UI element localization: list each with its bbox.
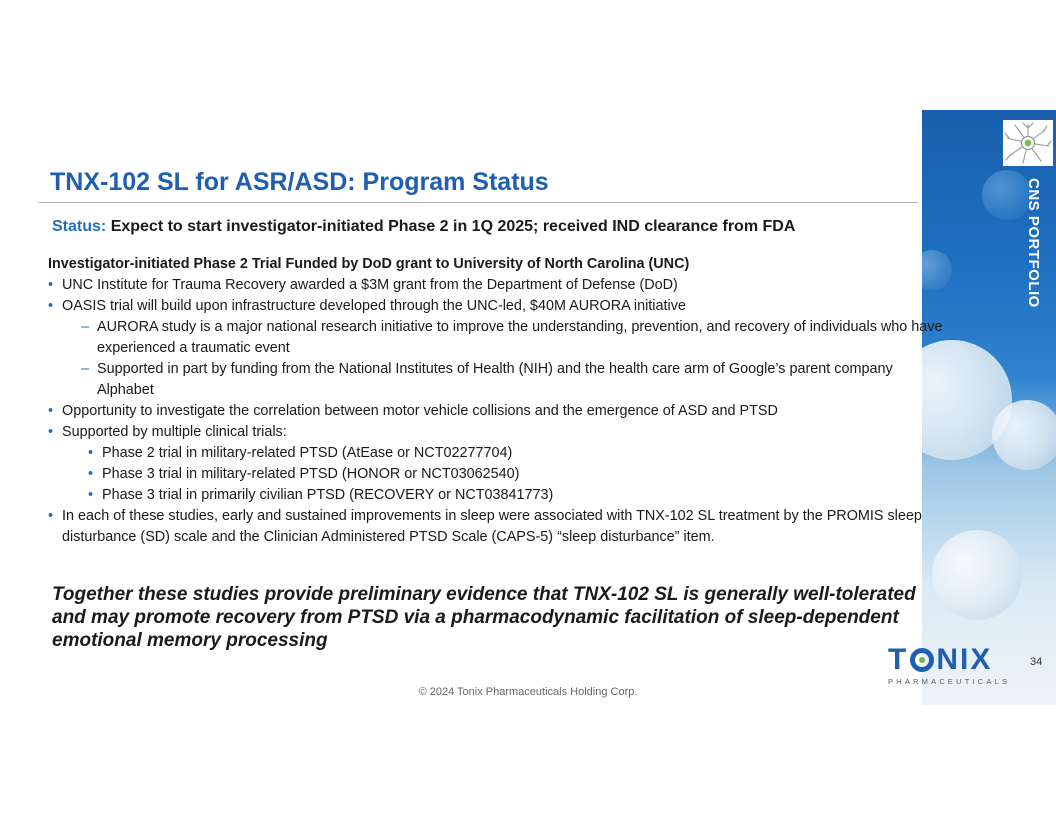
bullet-item <box>48 296 948 317</box>
slide-body <box>48 254 948 548</box>
bullet-text: Phase 3 trial in military-related PTSD (HONOR or NCT03062540) <box>102 466 520 482</box>
bullet-item <box>48 401 948 422</box>
bullet-item <box>48 422 948 443</box>
page-number: 34 <box>1030 656 1043 668</box>
bullet-text: Phase 3 trial in primarily civilian PTSD (RECOVERY or NCT03841773) <box>102 487 554 503</box>
bullet-text: Opportunity to investigate the correlation between motor vehicle collisions and the emergence of ASD and PTSD <box>62 403 778 419</box>
bullet-item <box>48 506 948 548</box>
slide-title: TNX-102 SL for ASR/ASD: Program Status <box>50 168 549 196</box>
bullet-text: UNC Institute for Trauma Recovery awarded a $3M grant from the Department of Defense (DoD) <box>62 277 678 293</box>
copyright-footer: © 2024 Tonix Pharmaceuticals Holding Corp. <box>418 686 638 698</box>
neuron-icon <box>1003 120 1053 166</box>
sub-bullet-item <box>48 464 948 485</box>
bullet-marker: • <box>48 298 54 314</box>
logo-letters: T <box>888 643 909 676</box>
bubble-decoration <box>992 400 1056 470</box>
bullet-marker: • <box>48 424 54 440</box>
logo-letters: NIX <box>936 643 993 676</box>
bullet-text: In each of these studies, early and sustained improvements in sleep were associated with TNX-102 SL treatment by the PROMIS sleep disturbance (SD) scale and the Clinician Administered PTSD Scale (CAPS-5) “sleep disturbance” item. <box>62 508 922 545</box>
logo-wordmark <box>888 645 998 675</box>
bullet-text: OASIS trial will build upon infrastructure developed through the UNC-led, $40M AURORA initiative <box>62 298 686 314</box>
side-section-label: CNS PORTFOLIO <box>1025 178 1042 308</box>
company-logo <box>888 643 1011 687</box>
bullet-text: Supported by multiple clinical trials: <box>62 424 287 440</box>
logo-subtitle: PHARMACEUTICALS <box>888 677 1011 686</box>
bullet-marker: • <box>88 466 94 482</box>
dash-marker: – <box>81 319 90 335</box>
bullet-marker: • <box>48 277 54 293</box>
sub-bullet-item <box>48 317 948 359</box>
logo-o-icon <box>910 648 934 672</box>
bullet-marker: • <box>88 487 94 503</box>
status-line <box>52 218 795 236</box>
status-label: Status: <box>52 218 107 235</box>
bullet-text: AURORA study is a major national research initiative to improve the understanding, prevention, and recovery of individuals who have experienced a traumatic event <box>97 319 943 356</box>
bullet-marker: • <box>48 508 54 524</box>
sub-bullet-item <box>48 485 948 506</box>
bullet-text: Phase 2 trial in military-related PTSD (AtEase or NCT02277704) <box>102 445 513 461</box>
bullet-marker: • <box>88 445 94 461</box>
sub-bullet-item <box>48 443 948 464</box>
dash-marker: – <box>81 361 90 377</box>
sub-bullet-item <box>48 359 948 401</box>
bullet-marker: • <box>48 403 54 419</box>
section-heading: Investigator-initiated Phase 2 Trial Funded by DoD grant to University of North Carolina (UNC) <box>48 256 690 272</box>
conclusion-statement: Together these studies provide preliminary evidence that TNX-102 SL is generally well-tolerated and may promote recovery from PTSD via a pharmacodynamic facilitation of sleep-dependent emotional memory processing <box>52 584 916 651</box>
status-text: Expect to start investigator-initiated Phase 2 in 1Q 2025; received IND clearance from FDA <box>110 218 796 235</box>
bullet-text: Supported in part by funding from the National Institutes of Health (NIH) and the health care arm of Google’s parent company Alphabet <box>97 361 893 398</box>
bullet-item <box>48 275 948 296</box>
title-divider <box>38 202 918 203</box>
